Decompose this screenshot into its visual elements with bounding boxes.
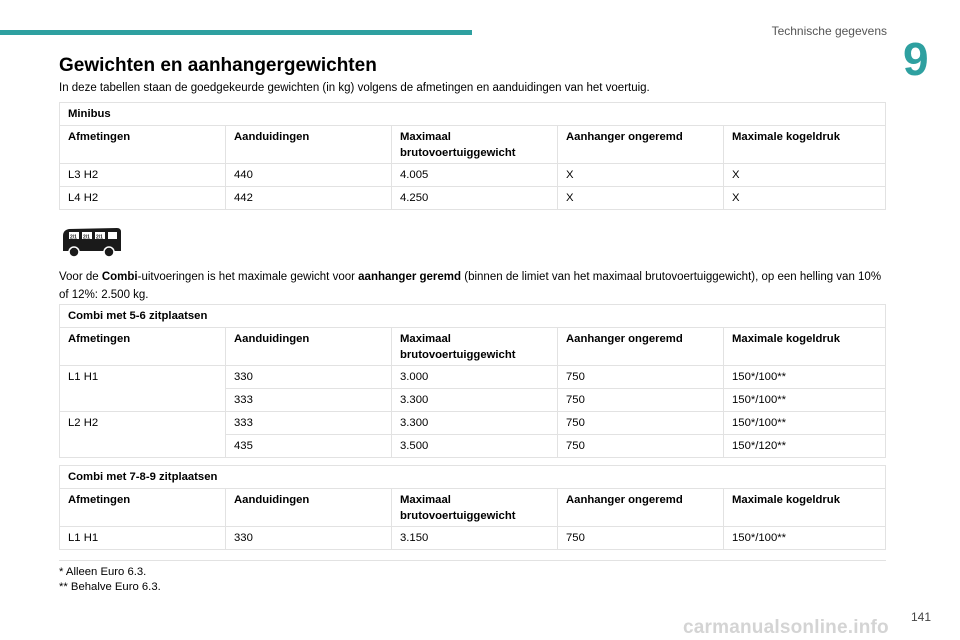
column-header: Maximale kogeldruk [724, 328, 886, 366]
column-header: Afmetingen [60, 489, 226, 527]
footnote-divider [59, 560, 886, 561]
chapter-number: 9 [903, 33, 929, 85]
intro-text: In deze tabellen staan de goedgekeurde gewichten (in kg) volgens de afmetingen en aanduidingen van het voertuig. [59, 82, 650, 94]
svg-text:2/1: 2/1 [70, 234, 77, 241]
svg-text:2/1: 2/1 [83, 234, 90, 241]
table-cell: 750 [558, 412, 724, 435]
table-cell: 3.000 [392, 366, 558, 389]
table-cell: 750 [558, 366, 724, 389]
table-cell: X [724, 187, 886, 210]
column-header: Aanduidingen [226, 328, 392, 366]
combi-5-6-weights-table [59, 304, 886, 458]
table-cell: X [558, 164, 724, 187]
footnote: * Alleen Euro 6.3. [59, 566, 147, 578]
table-cell: 440 [226, 164, 392, 187]
text-bold: aanhanger geremd [358, 271, 462, 283]
column-header: Afmetingen [60, 126, 226, 164]
table-cell: 3.150 [392, 527, 558, 550]
section-title: Technische gegevens [771, 24, 887, 38]
column-header: Maximale kogeldruk [724, 489, 886, 527]
table-cell: 150*/100** [724, 527, 886, 550]
page-heading: Gewichten en aanhangergewichten [59, 55, 377, 76]
minibus-weights-table [59, 102, 886, 210]
table-row [60, 164, 886, 187]
table-cell: 3.300 [392, 389, 558, 412]
table-cell: L3 H2 [60, 164, 226, 187]
svg-text:2/1: 2/1 [96, 234, 103, 241]
table-cell: 442 [226, 187, 392, 210]
watermark: carmanualsonline.info [683, 617, 889, 638]
column-header: Maximale kogeldruk [724, 126, 886, 164]
table-cell: 150*/100** [724, 366, 886, 389]
table-cell: 435 [226, 435, 392, 458]
van-icon [59, 224, 123, 263]
table-cell: 750 [558, 389, 724, 412]
column-header: Aanduidingen [226, 489, 392, 527]
text-bold: Combi [101, 271, 138, 283]
column-header: Aanhanger ongeremd [558, 126, 724, 164]
table-cell: 750 [558, 435, 724, 458]
table-cell: L1 H1 [60, 527, 226, 550]
table-cell: 330 [226, 366, 392, 389]
table-title: Combi met 7-8-9 zitplaatsen [60, 466, 886, 489]
footnote: ** Behalve Euro 6.3. [59, 581, 161, 593]
page-number: 141 [910, 610, 931, 624]
table-cell: 750 [558, 527, 724, 550]
table-cell: X [558, 187, 724, 210]
table-cell: 150*/120** [724, 435, 886, 458]
table-cell: 333 [226, 389, 392, 412]
table-cell: X [724, 164, 886, 187]
column-header: Afmetingen [60, 328, 226, 366]
text-fragment: (binnen de limiet van het maximaal brutovoertuiggewicht), op een helling van 10% of 12%: 2.500 kg. [59, 271, 882, 301]
table-row [60, 187, 886, 210]
table-cell: 4.005 [392, 164, 558, 187]
table-title: Minibus [60, 103, 886, 126]
combi-towing-note [59, 268, 889, 304]
table-cell: 150*/100** [724, 412, 886, 435]
column-header: Aanduidingen [226, 126, 392, 164]
column-header: Aanhanger ongeremd [558, 328, 724, 366]
column-header: Maximaal brutovoertuiggewicht [392, 489, 558, 527]
table-title: Combi met 5-6 zitplaatsen [60, 305, 886, 328]
table-row [60, 366, 886, 389]
column-header: Maximaal brutovoertuiggewicht [392, 328, 558, 366]
text-fragment: Voor de [59, 271, 102, 283]
table-cell: 3.500 [392, 435, 558, 458]
table-row [60, 412, 886, 435]
table-cell: 4.250 [392, 187, 558, 210]
table-cell: L4 H2 [60, 187, 226, 210]
table-cell: L1 H1 [60, 366, 226, 412]
combi-7-8-9-weights-table [59, 465, 886, 550]
table-cell: 3.300 [392, 412, 558, 435]
column-header: Maximaal brutovoertuiggewicht [392, 126, 558, 164]
text-fragment: -uitvoeringen is het maximale gewicht voor [137, 271, 359, 283]
table-row [60, 527, 886, 550]
table-cell: 150*/100** [724, 389, 886, 412]
header-accent-bar [0, 30, 472, 35]
table-cell: 330 [226, 527, 392, 550]
table-cell: L2 H2 [60, 412, 226, 458]
column-header: Aanhanger ongeremd [558, 489, 724, 527]
table-cell: 333 [226, 412, 392, 435]
